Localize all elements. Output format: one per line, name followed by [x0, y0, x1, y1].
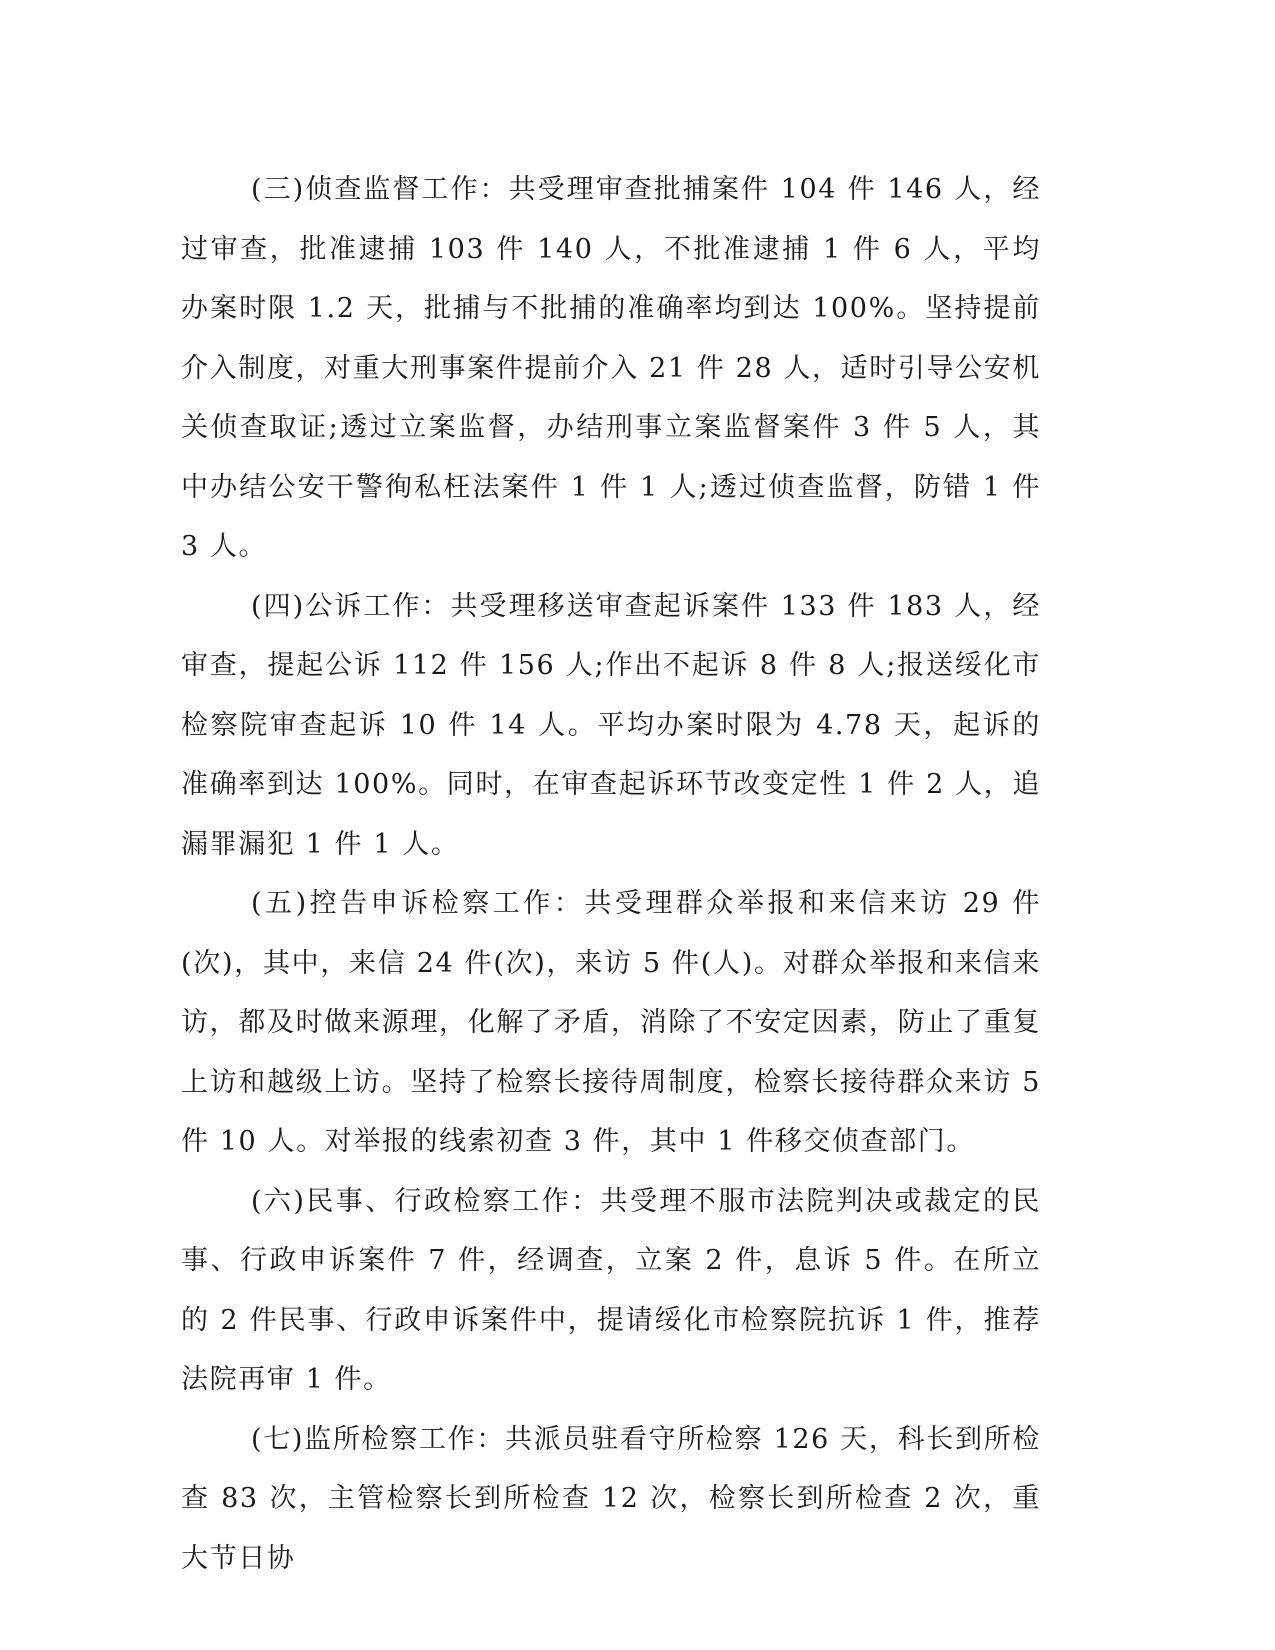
paragraph-civil-administrative: (六)民事、行政检察工作：共受理不服市法院判决或裁定的民事、行政申诉案件 7 件，经调查，立案 2 件，息诉 5 件。在所立的 2 件民事、行政申诉案件中，提请绥化市检察院抗诉 1 件，推荐法院再审 1 件。	[181, 1185, 1041, 1395]
paragraph-public-prosecution: (四)公诉工作：共受理移送审查起诉案件 133 件 183 人，经审查，提起公诉 112 件 156 人;作出不起诉 8 件 8 人;报送绥化市检察院审查起诉 10 件 14 人。平均办案时限为 4.78 天，起诉的准确率到达 100%。同时，在审查起诉环节改变定性 1 件 2 人，追漏罪漏犯 1 件 1 人。	[181, 590, 1041, 860]
paragraph-investigation-supervision: (三)侦查监督工作：共受理审查批捕案件 104 件 146 人，经过审查，批准逮捕 103 件 140 人，不批准逮捕 1 件 6 人，平均办案时限 1.2 天，批捕与不批捕的准确率均到达 100%。坚持提前介入制度，对重大刑事案件提前介入 21 件 28 人，适时引导公安机关侦查取证;透过立案监督，办结刑事立案监督案件 3 件 5 人，其中办结公安干警徇私枉法案件 1 件 1 人;透过侦查监督，防错 1 件 3 人。	[181, 174, 1041, 562]
document-body	[181, 160, 1041, 1588]
paragraph-complaint-appeal: (五)控告申诉检察工作：共受理群众举报和来信来访 29 件(次)，其中，来信 24 件(次)，来访 5 件(人)。对群众举报和来信来访，都及时做来源理，化解了矛盾，消除了不安定因素，防止了重复上访和越级上访。坚持了检察长接待周制度，检察长接待群众来访 5 件 10 人。对举报的线索初查 3 件，其中 1 件移交侦查部门。	[181, 888, 1041, 1157]
paragraph-detention-supervision: (七)监所检察工作：共派员驻看守所检察 126 天，科长到所检查 83 次，主管检察长到所检查 12 次，检察长到所检查 2 次，重大节日协	[181, 1423, 1041, 1574]
